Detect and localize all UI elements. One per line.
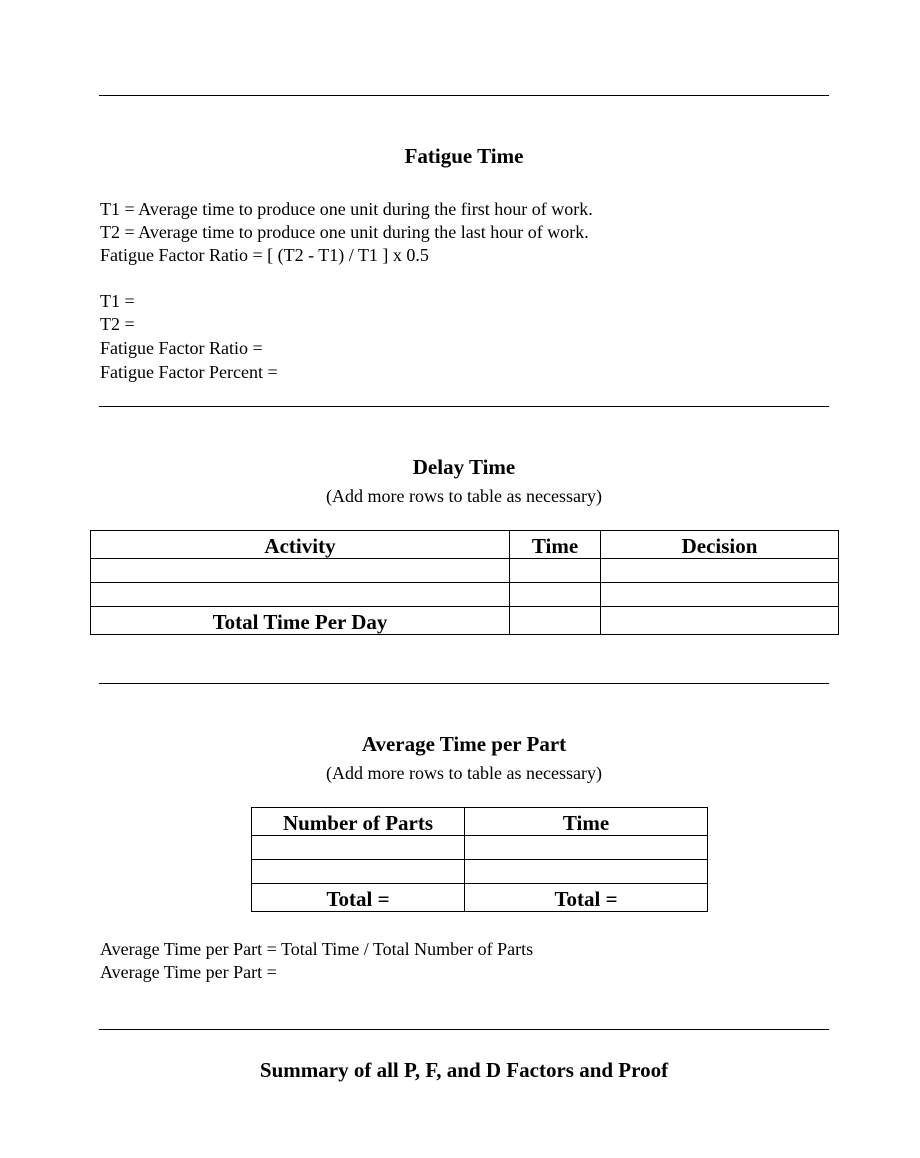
total-time-label: Total = [465,884,708,912]
field-fatigue-percent: Fatigue Factor Percent = [100,362,278,382]
average-title: Average Time per Part [361,732,567,756]
table-row [91,559,839,583]
activity-cell[interactable] [91,583,510,607]
time-cell[interactable] [510,583,601,607]
table-row [91,583,839,607]
delay-title: Delay Time [412,455,516,479]
table-row [252,836,708,860]
total-time-label: Total Time Per Day [91,607,510,635]
summary-title: Summary of all P, F, and D Factors and Proof [259,1058,669,1082]
total-parts-label: Total = [252,884,465,912]
decision-cell[interactable] [601,559,839,583]
divider-fatigue [99,406,829,407]
divider-delay [99,683,829,684]
total-decision-cell[interactable] [601,607,839,635]
decision-cell[interactable] [601,583,839,607]
table-row [252,860,708,884]
parts-cell[interactable] [252,860,465,884]
delay-header-row [91,531,839,559]
header-number-of-parts: Number of Parts [252,808,465,836]
average-result: Average Time per Part = [100,962,277,982]
fatigue-definition-t1: T1 = Average time to produce one unit during the first hour of work. [100,199,593,219]
average-formula: Average Time per Part = Total Time / Total Number of Parts [100,939,534,959]
average-table [251,807,708,912]
header-time: Time [465,808,708,836]
field-t2: T2 = [100,314,135,334]
field-fatigue-ratio: Fatigue Factor Ratio = [100,338,263,358]
time-cell[interactable] [465,860,708,884]
average-note: (Add more rows to table as necessary) [326,763,602,783]
divider-top [99,95,829,96]
delay-table [90,530,839,635]
field-t1: T1 = [100,291,135,311]
fatigue-title: Fatigue Time [404,144,524,168]
divider-average [99,1029,829,1030]
delay-note: (Add more rows to table as necessary) [326,486,602,506]
average-header-row [252,808,708,836]
activity-cell[interactable] [91,559,510,583]
average-total-row [252,884,708,912]
time-cell[interactable] [510,559,601,583]
fatigue-formula: Fatigue Factor Ratio = [ (T2 - T1) / T1 ] x 0.5 [100,245,429,265]
delay-total-row [91,607,839,635]
time-cell[interactable] [465,836,708,860]
fatigue-definition-t2: T2 = Average time to produce one unit during the last hour of work. [100,222,589,242]
header-activity: Activity [91,531,510,559]
header-time: Time [510,531,601,559]
parts-cell[interactable] [252,836,465,860]
header-decision: Decision [601,531,839,559]
total-time-cell[interactable] [510,607,601,635]
